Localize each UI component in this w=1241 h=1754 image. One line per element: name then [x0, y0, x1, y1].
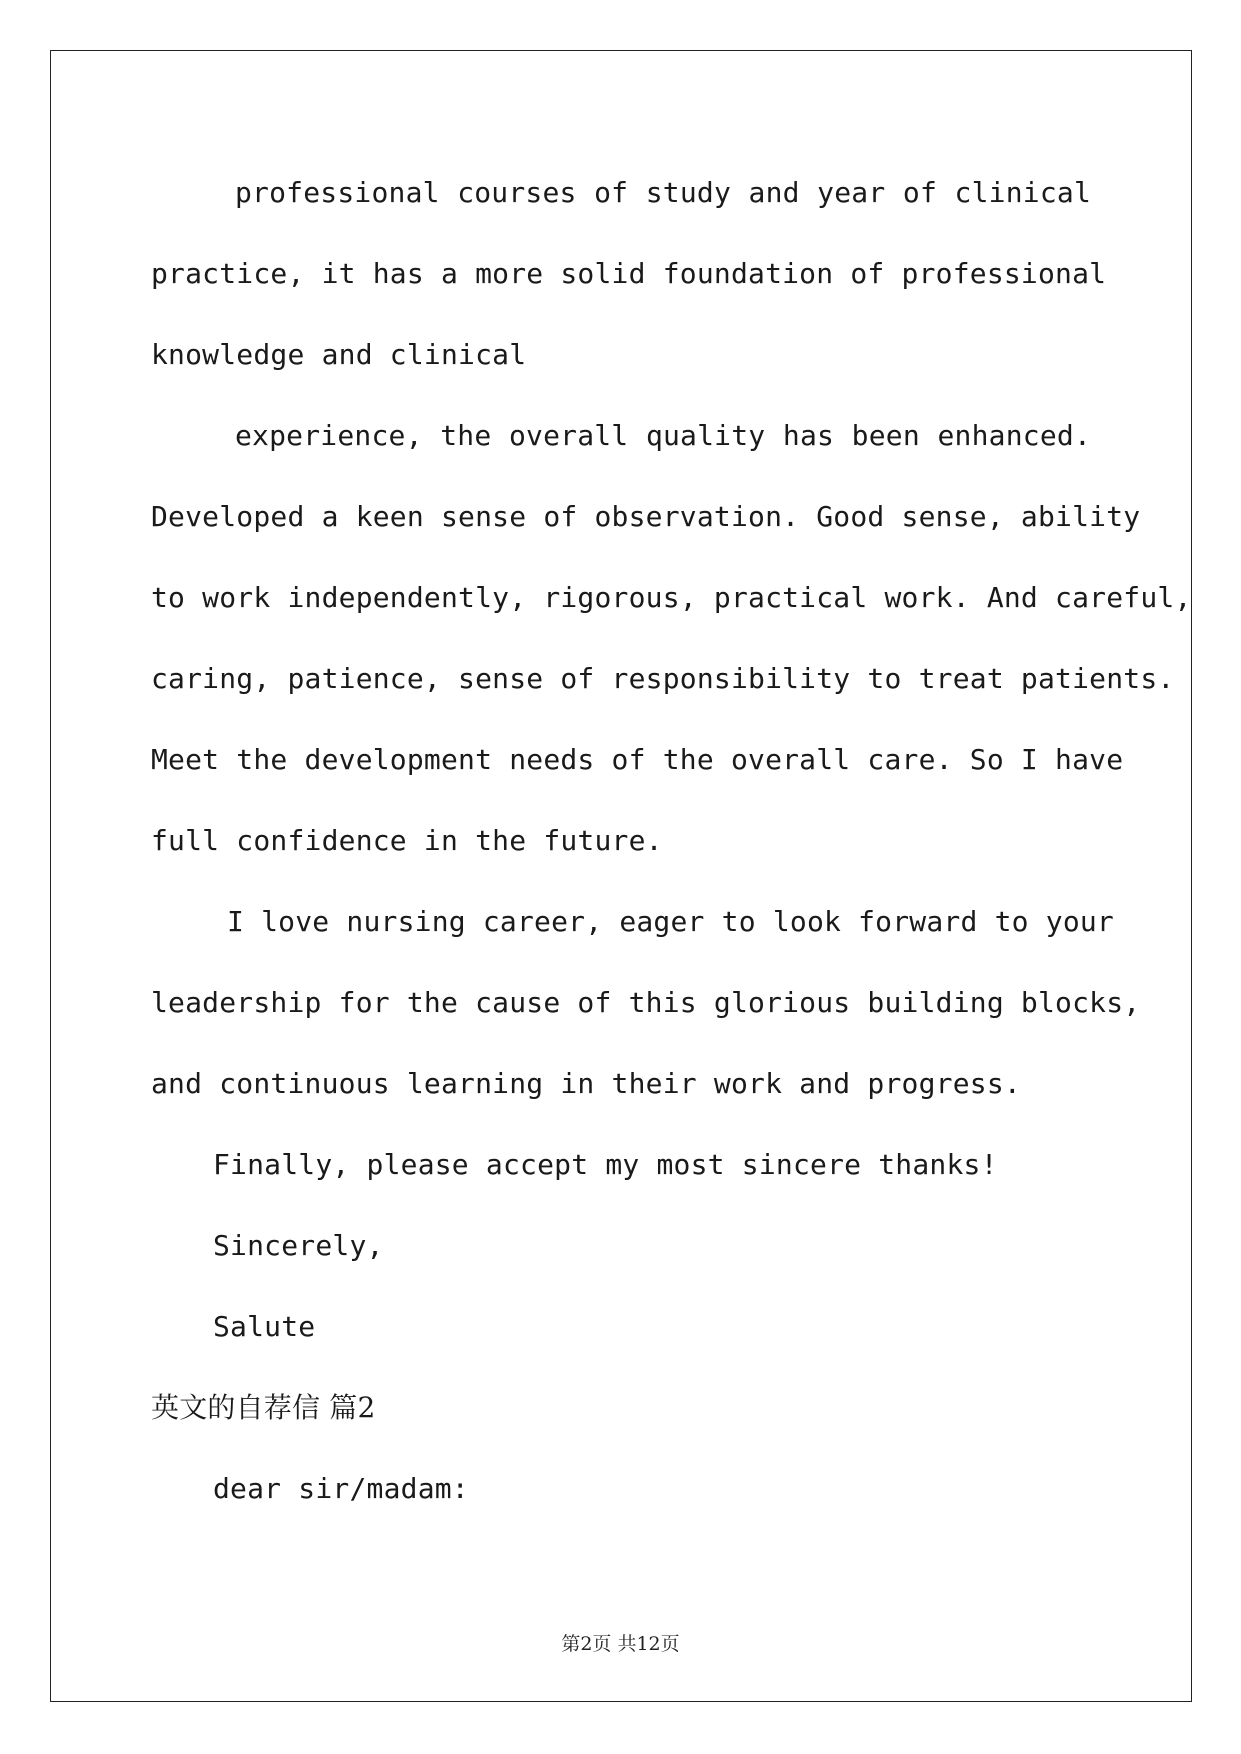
paragraph-2-line-5: Meet the development needs of the overall care. So I have [151, 743, 1124, 776]
paragraph-3-line-3: and continuous learning in their work and progress. [151, 1067, 1021, 1100]
paragraph-1-line-1: professional courses of study and year of clinical [235, 176, 1091, 209]
paragraph-3-line-1: I love nursing career, eager to look forward to your [227, 905, 1114, 938]
paragraph-2-line-4: caring, patience, sense of responsibility to treat patients. [151, 662, 1175, 695]
paragraph-2-line-6: full confidence in the future. [151, 824, 663, 857]
greeting: dear sir/madam: [213, 1472, 469, 1505]
closing-salute: Salute [213, 1310, 316, 1343]
paragraph-2-line-1: experience, the overall quality has been enhanced. [235, 419, 1091, 452]
section-heading: 英文的自荐信 篇2 [151, 1391, 376, 1424]
paragraph-1-line-2: practice, it has a more solid foundation of professional [151, 257, 1107, 290]
paragraph-2-line-2: Developed a keen sense of observation. Good sense, ability [151, 500, 1141, 533]
paragraph-1-line-3: knowledge and clinical [151, 338, 527, 371]
paragraph-3-line-2: leadership for the cause of this glorious building blocks, [151, 986, 1141, 1019]
page-border [50, 50, 1192, 1702]
paragraph-2-line-3: to work independently, rigorous, practical work. And careful, [151, 581, 1192, 614]
closing-sincerely: Sincerely, [213, 1229, 384, 1262]
closing-thanks: Finally, please accept my most sincere thanks! [213, 1148, 998, 1181]
page-number-footer: 第2页 共12页 [561, 1633, 680, 1655]
